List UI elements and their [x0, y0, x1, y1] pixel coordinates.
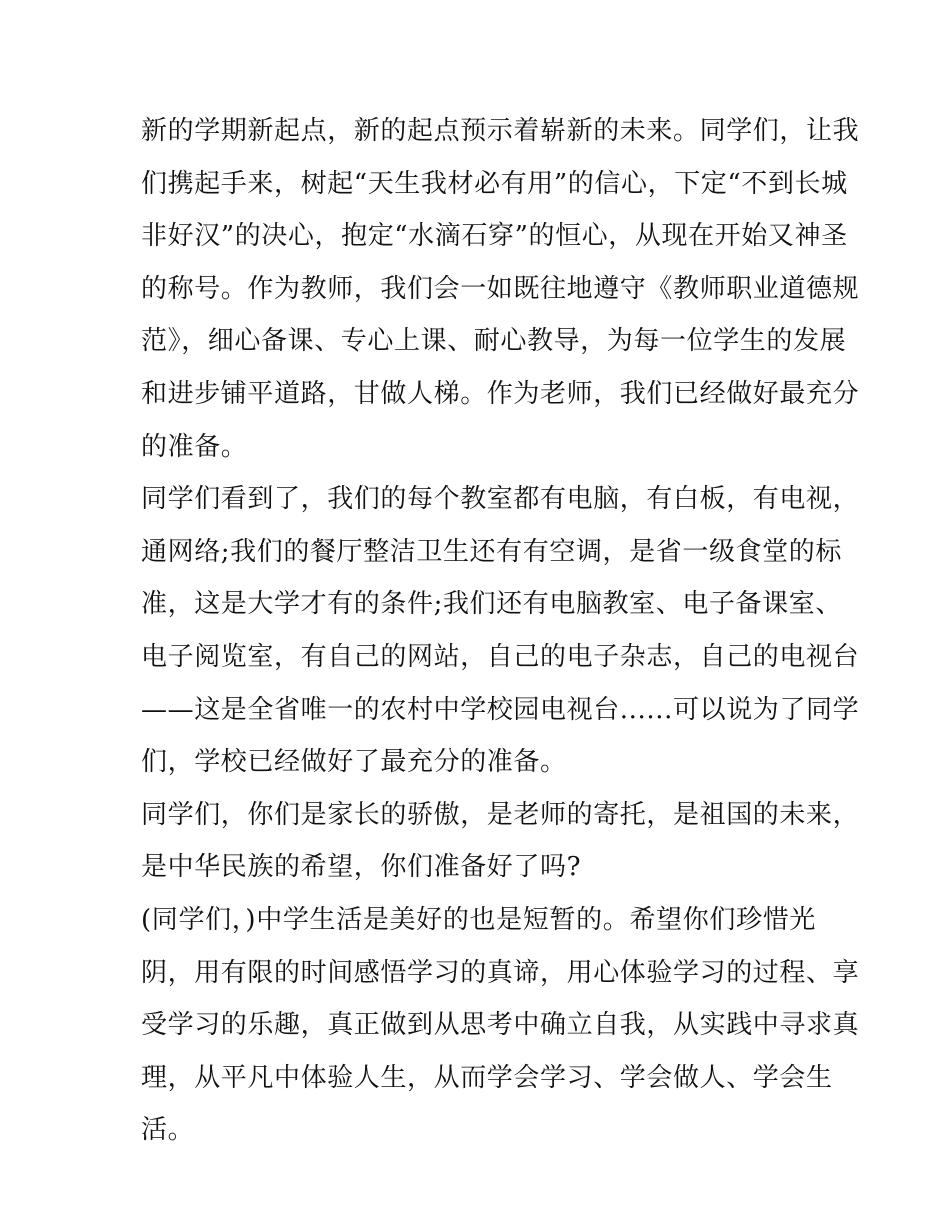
text-line: 阴，用有限的时间感悟学习的真谛，用心体验学习的过程、享 [141, 957, 860, 988]
text-line: 准，这是大学才有的条件;我们还有电脑教室、电子备课室、 [141, 589, 842, 620]
text-line: 和进步铺平道路，甘做人梯。作为老师，我们已经做好最充分 [141, 378, 860, 409]
text-line: 理，从平凡中体验人生，从而学会学习、学会做人、学会生 [141, 1062, 833, 1093]
text-line: 同学们看到了，我们的每个教室都有电脑，有白板，有电视， [141, 484, 860, 515]
text-line: 电子阅览室，有自己的网站，自己的电子杂志，自己的电视台 [141, 641, 860, 672]
text-line: 活。 [141, 1115, 195, 1146]
text-line: 通网络;我们的餐厅整洁卫生还有有空调，是省一级食堂的标 [141, 536, 842, 567]
text-line: ——这是全省唯一的农村中学校园电视台......可以说为了同学 [141, 694, 860, 725]
text-line: (同学们，)中学生活是美好的也是短暂的。希望你们珍惜光 [141, 904, 816, 935]
text-line: 的称号。作为教师，我们会一如既往地遵守《教师职业道德规 [141, 273, 860, 304]
text-line: 范》，细心备课、专心上课、耐心教导，为每一位学生的发展 [141, 326, 847, 357]
text-line: 非好汉”的决心，抱定“水滴石穿”的恒心，从现在开始又神圣 [141, 221, 848, 252]
text-line: 同学们，你们是家长的骄傲，是老师的寄托，是祖国的未来， [141, 799, 860, 830]
text-line: 的准备。 [141, 431, 248, 462]
document-body [141, 105, 860, 1157]
text-line: 们，学校已经做好了最充分的准备。 [141, 747, 567, 778]
text-line: 新的学期新起点，新的起点预示着崭新的未来。同学们，让我 [141, 116, 860, 146]
text-line: 们携起手来，树起“天生我材必有用”的信心，下定“不到长城 [141, 168, 848, 199]
text-line: 受学习的乐趣，真正做到从思考中确立自我，从实践中寻求真 [141, 1010, 860, 1041]
text-line: 是中华民族的希望，你们准备好了吗? [141, 852, 582, 883]
